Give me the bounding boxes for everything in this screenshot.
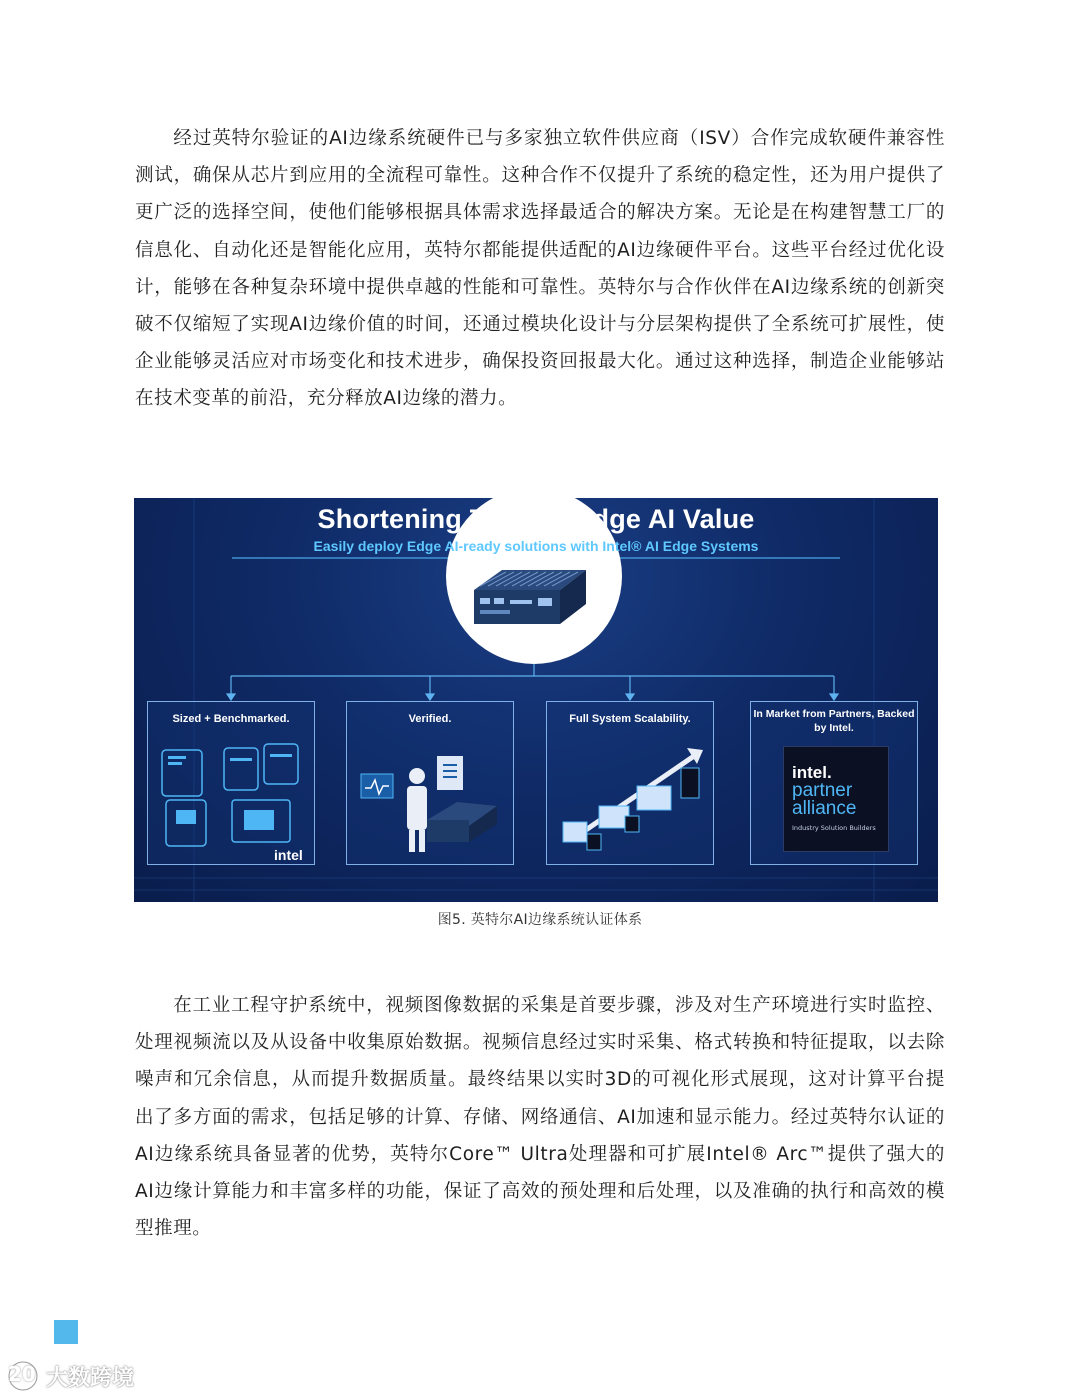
body-paragraph-1 xyxy=(135,120,945,418)
figure-title: Shortening Time to Edge AI Value xyxy=(317,504,755,534)
card-partner-alliance xyxy=(750,701,918,865)
watermark-text: 大数跨境 xyxy=(46,1365,135,1391)
card-title: Full System Scalability. xyxy=(569,713,691,725)
ipa-tagline: Industry Solution Builders xyxy=(792,824,876,832)
paragraph-2-text: 在工业工程守护系统中，视频图像数据的采集是首要步骤，涉及对生产环境进行实时监控、处理视频流以及从设备中收集原始数据。视频信息经过实时采集、格式转换和特征提取，以去除噪声和冗余信息，从而提升数据质量。最终结果以实时3D的可视化形式展现，这对计算平台提出了多方面的需求，包括足够的计算、存储、网络通信、AI加速和显示能力。经过英特尔认证的AI边缘系统具备显著的优势，英特尔Core™ Ultra处理器和可扩展Intel® Arc™提供了强大的AI边缘计算能力和丰富多样的功能，保证了高效的预处理和后处理，以及准确的执行和高效的模型推理。 xyxy=(135,995,945,1240)
card-title: In Market from Partners, Backed by Intel. xyxy=(753,708,915,734)
intel-partner-alliance-logo xyxy=(783,746,889,852)
ipa-alliance: alliance xyxy=(792,798,857,819)
card-verified xyxy=(346,701,514,865)
ipa-partner: partner xyxy=(792,780,853,801)
edge-ai-figure xyxy=(134,498,938,902)
body-paragraph-2 xyxy=(135,987,945,1247)
figure-subtitle: Easily deploy Edge AI-ready solutions with Intel® AI Edge Systems xyxy=(313,538,759,554)
page-number: 20 xyxy=(8,1362,36,1386)
figure-caption: 图5. 英特尔AI边缘系统认证体系 xyxy=(437,912,643,928)
scalability-icon xyxy=(547,738,715,866)
paragraph-1-text: 经过英特尔验证的AI边缘系统硬件已与多家独立软件供应商（ISV）合作完成软硬件兼容性测试，确保从芯片到应用的全流程可靠性。这种合作不仅提升了系统的稳定性，还为用户提供了更广泛的选择空间，使他们能够根据具体需求选择最适合的解决方案。无论是在构建智慧工厂的信息化、自动化还是智能化应用，英特尔都能提供适配的AI边缘硬件平台。这些平台经过优化设计，能够在各种复杂环境中提供卓越的性能和可靠性。英特尔与合作伙伴在AI边缘系统的创新突破不仅缩短了实现AI边缘价值的时间，还通过模块化设计与分层架构提供了全系统可扩展性，使企业能够灵活应对市场变化和技术进步，确保投资回报最大化。通过这种选择，制造企业能够站在技术变革的前沿，充分释放AI边缘的潜力。 xyxy=(135,128,945,410)
engineer-icon xyxy=(347,738,515,866)
card-title: Verified. xyxy=(408,713,452,725)
card-full-system-scalability xyxy=(546,701,714,865)
ipa-intel: intel. xyxy=(792,763,832,782)
edge-device-icon xyxy=(474,570,586,624)
page-marker xyxy=(54,1320,78,1344)
intel-logo: intel xyxy=(274,847,303,863)
card-title: Sized + Benchmarked. xyxy=(172,713,290,725)
card-sized-benchmarked xyxy=(147,701,315,865)
documents-icon xyxy=(148,738,316,866)
